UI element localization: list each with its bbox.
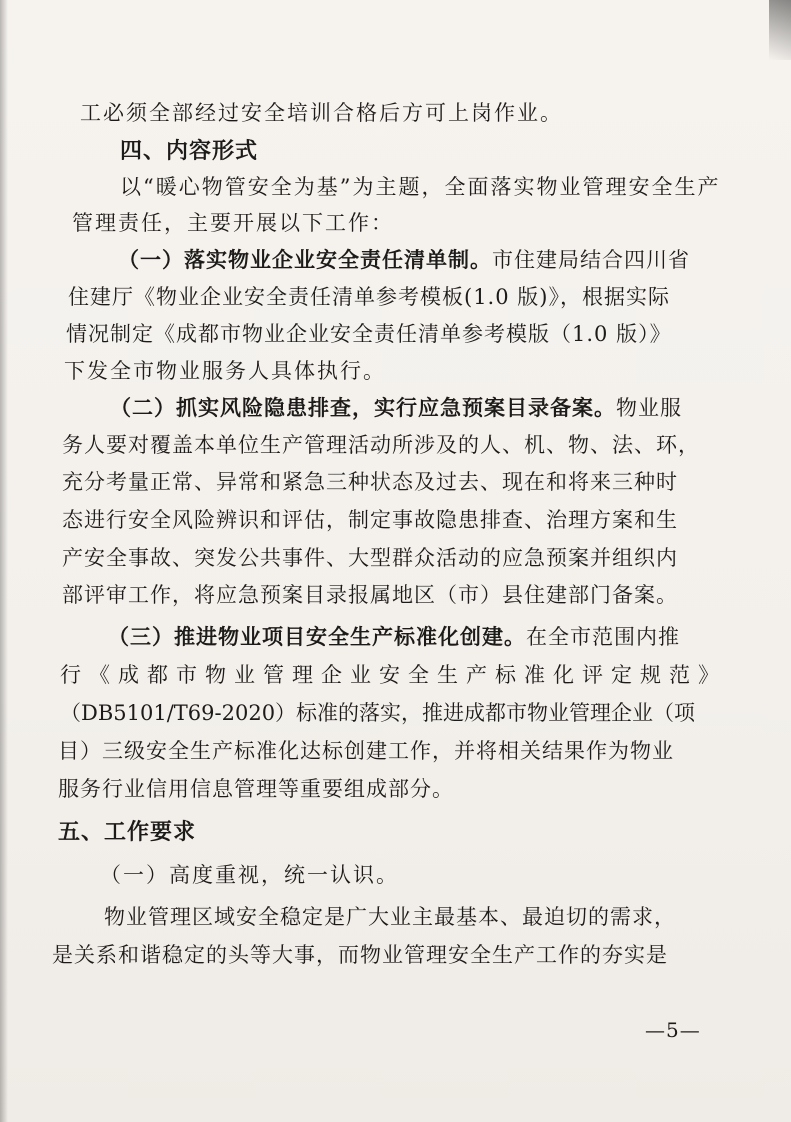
body-line: 行《成都市物业管理企业安全生产标准化评定规范》 — [60, 663, 727, 687]
body-line: （DB5101/T69-2020）标准的落实，推进成都市物业管理企业（项 — [60, 701, 696, 725]
page-number: —5— — [645, 1018, 701, 1042]
subsection-heading: （一）高度重视，统一认识。 — [100, 863, 399, 887]
body-text: 市住建局结合四川省 — [492, 248, 690, 272]
body-line: 产安全事故、突发公共事件、大型群众活动的应急预案并组织内 — [62, 546, 678, 570]
body-line: 管理责任，主要开展以下工作： — [72, 211, 394, 235]
body-line: 目）三级安全生产标准化达标创建工作，并将相关结果作为物业 — [58, 739, 674, 763]
body-line: 是关系和谐稳定的头等大事，而物业管理安全生产工作的夯实是 — [52, 943, 668, 967]
body-line: 务人要对覆盖本单位生产管理活动所涉及的人、机、物、法、环， — [62, 433, 700, 457]
paragraph-line — [110, 398, 682, 419]
body-line: 物业管理区域安全稳定是广大业主最基本、最迫切的需求， — [104, 905, 676, 929]
body-line: 服务行业信用信息管理等重要组成部分。 — [58, 777, 454, 801]
body-text: 物业服 — [616, 396, 682, 420]
section-heading: 五、工作要求 — [58, 820, 197, 845]
section-heading: 四、内容形式 — [120, 139, 259, 164]
subsection-lead: （一）落实物业企业安全责任清单制。 — [118, 248, 492, 272]
body-line: 住建厅《物业企业安全责任清单参考模板(1.0 版)》，根据实际 — [68, 285, 670, 309]
body-line: 态进行安全风险辨识和评估，制定事故隐患排查、治理方案和生 — [62, 508, 678, 532]
subsection-lead: （三）推进物业项目安全生产标准化创建。 — [108, 625, 526, 649]
subsection-lead: （二）抓实风险隐患排查，实行应急预案目录备案。 — [110, 396, 616, 420]
body-text: 在全市范围内推 — [526, 625, 680, 649]
body-line: 下发全市物业服务人具体执行。 — [64, 359, 386, 383]
paragraph-line — [108, 627, 680, 648]
body-line: 工必须全部经过安全培训合格后方可上岗作业。 — [80, 101, 563, 125]
body-line: 充分考量正常、异常和紧急三种状态及过去、现在和将来三种时 — [62, 470, 678, 494]
body-line: 以“暖心物管安全为基”为主题，全面落实物业管理安全生产 — [120, 175, 721, 199]
body-line: 情况制定《成都市物业企业安全责任清单参考模版（1.0 版）》 — [66, 322, 672, 346]
paragraph-line — [118, 250, 690, 271]
body-line: 部评审工作，将应急预案目录报属地区（市）县住建部门备案。 — [62, 583, 678, 607]
